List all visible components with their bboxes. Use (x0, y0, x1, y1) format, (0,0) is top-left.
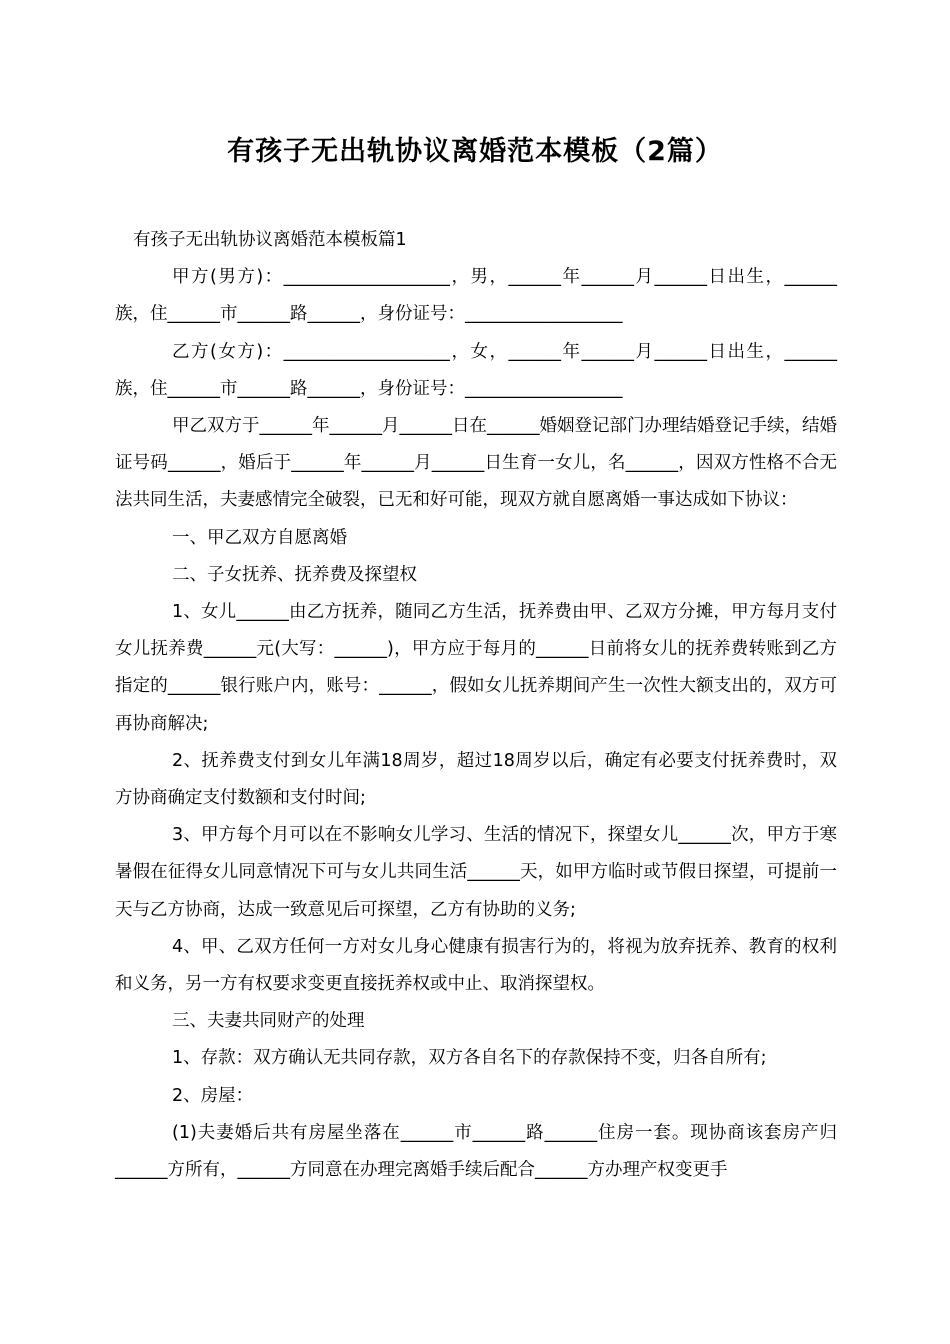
party-a-paragraph: 甲方(男方)：___________________，男，______年______月______日出生，______族，住______市______路______，身份证号：__________________ (115, 267, 837, 325)
party-b-paragraph: 乙方(女方)：___________________，女，______年______月______日出生，______族，住______市______路______，身份证号：__________________ (115, 341, 837, 399)
section-subtitle: 有孩子无出轨协议离婚范本模板篇1 (133, 230, 407, 250)
document-title: 有孩子无出轨协议离婚范本模板（2篇） (227, 136, 723, 167)
property-item-house-detail: (1)夫妻婚后共有房屋坐落在______市______路______住房一套。现协商该套房产归______方所有，______方同意在办理完离婚手续后配合______方办理产权变更手 (115, 1122, 837, 1181)
custody-item-1: 1、女儿______由乙方抚养，随同乙方生活，抚养费由甲、乙双方分摊，甲方每月支付女儿抚养费______元(大写：______)，甲方应于每月的______日前将女儿的抚养费转账到乙方指定的______银行账户内，账号：______，假如女儿抚养期间产生一次性大额支出的，双方可再协商解决; (115, 602, 837, 734)
custody-item-2: 2、抚养费支付到女儿年满18周岁，超过18周岁以后，确定有必要支付抚养费时，双方协商确定支付数额和支付时间; (115, 750, 837, 809)
property-item-house: 2、房屋： (172, 1085, 254, 1106)
agreement-intro-paragraph: 甲乙双方于______年______月______日在______婚姻登记部门办理结婚登记手续，结婚证号码______，婚后于______年______月______日生育一女儿，名______，因双方性格不合无法共同生活，夫妻感情完全破裂，已无和好可能，现双方就自愿离婚一事达成如下协议： (115, 416, 837, 511)
custody-item-3: 3、甲方每个月可以在不影响女儿学习、生活的情况下，探望女儿______次，甲方于寒暑假在征得女儿同意情况下可与女儿共同生活______天，如甲方临时或节假日探望，可提前一天与乙方协商，达成一致意见后可探望，乙方有协助的义务; (115, 825, 837, 920)
custody-item-4: 4、甲、乙双方任何一方对女儿身心健康有损害行为的，将视为放弃抚养、教育的权利和义务，另一方有权要求变更直接抚养权或中止、取消探望权。 (115, 936, 837, 995)
clause-heading-divorce: 一、甲乙双方自愿离婚 (172, 527, 347, 548)
clause-heading-property: 三、夫妻共同财产的处理 (172, 1011, 365, 1032)
clause-heading-custody: 二、子女抚养、抚养费及探望权 (172, 564, 417, 585)
document-body (115, 222, 837, 1189)
property-item-deposits: 1、存款：双方确认无共同存款，双方各自名下的存款保持不变，归各自所有; (172, 1048, 767, 1069)
